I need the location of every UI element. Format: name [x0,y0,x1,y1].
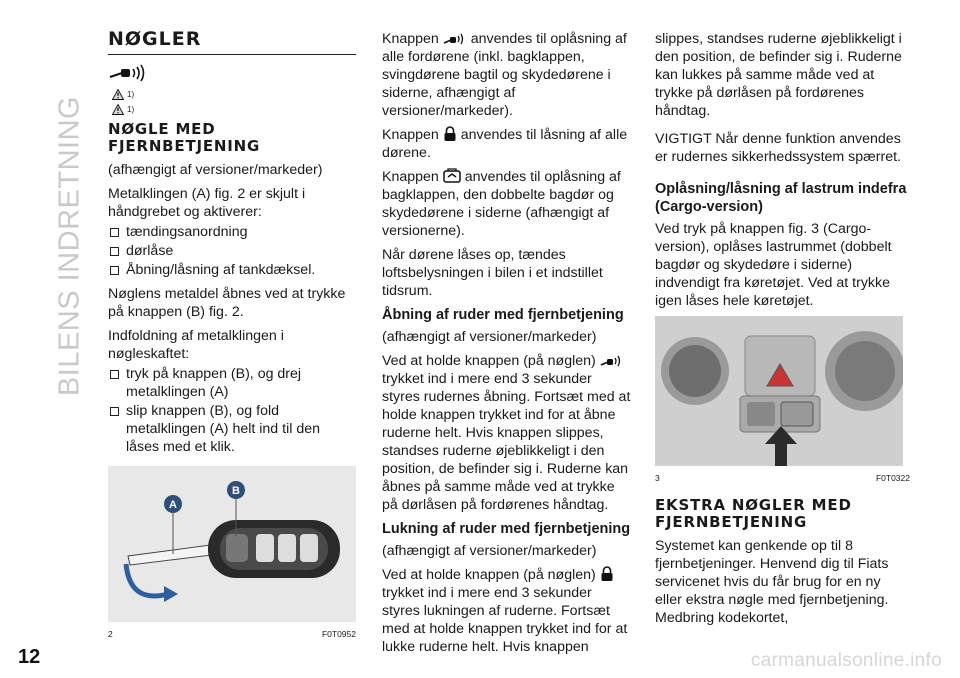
key-figure-image [108,466,356,622]
paragraph-tailgate-button: Knappen anvendes til oplåsning af bagklappen, den dobbelte bagdør og skydedørene i siderne (afhængigt af versionerne). [382,169,621,239]
paragraph: (afhængigt af versioner/markeder) [382,329,597,345]
section-heading: NØGLE MED FJERNBETJENING [108,120,261,155]
list-item: dørlåse [108,242,356,260]
padlock-icon [443,126,457,142]
key-symbol-row [108,59,356,87]
figure-number: 3 [655,473,660,483]
warning-ref: 1) [127,89,135,99]
warning-triangle-icon [112,104,124,115]
list-item: tændingsanordning [108,223,356,241]
paragraph-important: VIGTIGT Når denne funktion anvendes er rudernes sikkerhedssystem spærret. [655,131,902,165]
paragraph: (afhængigt af versioner/markeder) [382,543,597,559]
page-title: NØGLER [108,30,356,55]
column-1 [108,30,356,643]
paragraph: Indfoldning af metalklingen i nøgleskaftet: [108,328,284,362]
subheading: Lukning af ruder med fjernbetjening [382,521,631,537]
paragraph: Ved at holde knappen (på nøglen) trykket ind i mere end 3 sekunder styres lukningen af ruderne. Fortsæt med at holde knappen trykket ind for at lukke ruderne helt. Hvis knappen [382,567,628,655]
figure-caption [108,622,356,643]
list-item: slip knappen (B), og fold metalklingen (A) helt ind til den låses med et klik. [108,402,356,456]
figure-number: 2 [108,629,113,639]
unlock-key-icon [443,32,467,46]
dashboard-figure-image [655,316,903,466]
figure-caption [655,466,910,487]
warning-row [112,87,356,102]
warning-ref: 1) [127,104,135,114]
subheading: Åbning af ruder med fjernbetjening [382,307,624,323]
paragraph: slippes, standses ruderne øjeblikkeligt i den position, de befinder sig i. Ruderne kan lukkes på samme måde ved at trykke på dørlåsen på fordørenes håndtag. [655,31,902,119]
paragraph: Når dørene låses op, tændes loftsbelysningen i bilen i et indstillet tidsrum. [382,247,603,299]
sidebar-label-text: BILENS INDRETNING [53,95,86,397]
paragraph: Metalklingen (A) fig. 2 er skjult i håndgrebet og aktiverer: [108,186,306,220]
callout-b: B [232,485,240,497]
figure-3 [655,316,910,487]
figure-2 [108,466,356,643]
paragraph: Ved tryk på knappen fig. 3 (Cargo-version), oplåses lastrummet (dobbelt bagdør og skydedøre i siderne) indvendigt fra køretøjet. Ved at trykke igen låses hele køretøjet. [655,221,892,309]
subheading: Oplåsning/låsning af lastrum indefra (Cargo-version) [655,181,907,215]
paragraph: Ved at holde knappen (på nøglen) trykket ind i mere end 3 sekunder styres rudernes åbning. Fortsæt med at holde knappen trykket ind for at åbne ruderne helt. Hvis knappen slippes, standses ruderne øjeblikkeligt i den position, de befinder sig i. Ruderne kan åbnes på samme måde ved at trykke på dørlåsen på fordørenes håndtag. [382,353,631,513]
list-item: tryk på knappen (B), og drej metalklingen (A) [108,365,356,401]
column-3 [655,30,910,633]
paragraph: Systemet kan genkende op til 8 fjernbetjeninger. Henvend dig til Fiats servicenet hvis du får brug for en ny eller ekstra nøgle med fjernbetjening. Medbring kodekortet, [655,538,889,626]
callout-a: A [169,499,177,511]
sidebar-section-label [52,36,88,456]
tailgate-icon [443,168,461,184]
paragraph-lock-button: Knappen anvendes til låsning af alle dørene. [382,127,628,161]
cargo-button-illustration [655,316,903,466]
watermark: carmanualsonline.info [750,650,942,671]
column-2 [382,30,632,662]
unlock-key-icon [600,354,624,368]
section-heading: EKSTRA NØGLER MED FJERNBETJENING [655,496,852,531]
paragraph-unlock-button: Knappen anvendes til oplåsning af alle fordørene (inkl. bagklappen, svingdørene bagtil og skydedørene i siderne, afhængigt af versioner/markeder). [382,31,627,119]
paragraph: Nøglens metaldel åbnes ved at trykke på knappen (B) fig. 2. [108,286,346,320]
figure-code: F0T0322 [875,473,910,483]
padlock-icon [600,566,614,582]
list-item: Åbning/låsning af tankdæksel. [108,261,356,279]
paragraph: (afhængigt af versioner/markeder) [108,162,323,178]
figure-code: F0T0952 [321,629,356,639]
key-icon [108,63,152,83]
warning-triangle-icon [112,89,124,100]
page-number: 12 [18,646,41,668]
warning-row [112,102,356,117]
remote-key-illustration [108,466,356,622]
